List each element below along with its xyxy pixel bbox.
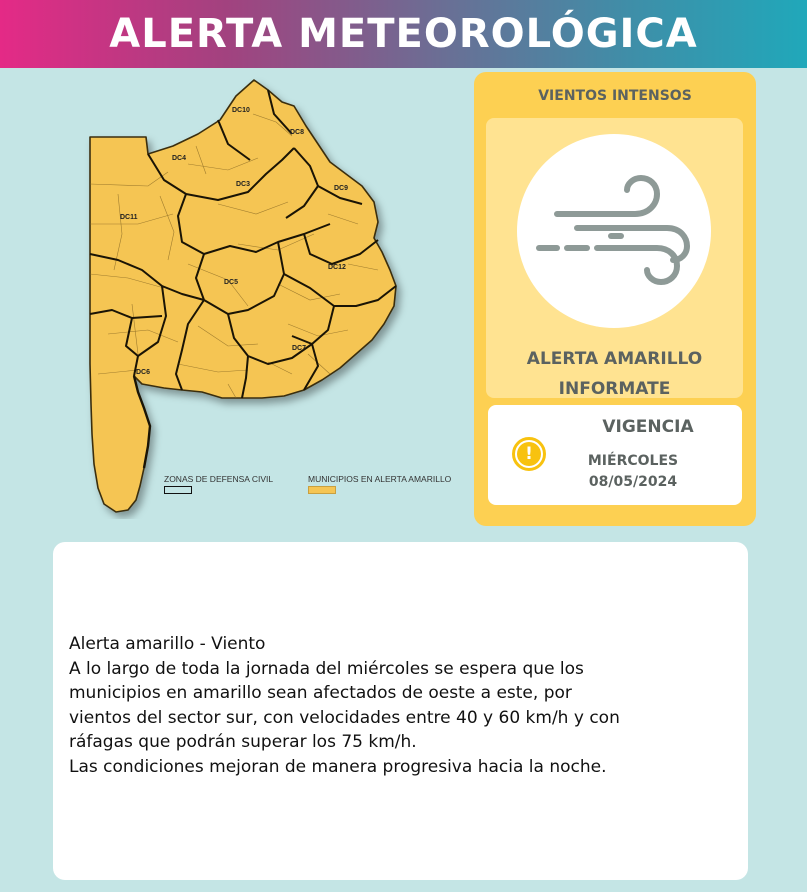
zone-label-dc10: DC10: [232, 107, 250, 114]
map-legend: [164, 474, 484, 494]
zone-label-dc6: DC6: [136, 369, 151, 376]
wind-icon: [517, 134, 711, 328]
validity-title: VIGENCIA: [602, 417, 694, 437]
alert-level-text: [486, 344, 743, 404]
zone-label-dc8: DC8: [290, 129, 305, 136]
description-line: municipios en amarillo sean afectados de oeste a este, por: [69, 683, 572, 703]
alert-description-box: [53, 542, 748, 880]
exclamation-icon: [512, 437, 546, 471]
alert-panel: [474, 72, 756, 526]
zone-label-dc9: DC9: [334, 185, 349, 192]
description-line: vientos del sector sur, con velocidades entre 40 y 60 km/h y con: [69, 707, 620, 728]
legend-yellow-swatch: [308, 486, 336, 494]
zone-label-dc12: DC12: [328, 264, 346, 271]
description-line: ráfagas que podrán superar los 75 km/h.: [69, 732, 417, 752]
zone-label-dc4: DC4: [172, 155, 187, 162]
validity-date: 08/05/2024: [588, 474, 678, 490]
alert-level-line2: INFORMATE: [558, 379, 671, 399]
zone-label-dc7: DC7: [292, 345, 307, 352]
description-line: Las condiciones mejoran de manera progresiva hacia la noche.: [69, 756, 607, 777]
alert-type-title: VIENTOS INTENSOS: [538, 88, 692, 104]
alert-description: [69, 632, 739, 779]
legend-yellow-municipalities: MUNICIPIOS EN ALERTA AMARILLO: [308, 474, 452, 484]
exclamation-icon-glyph: !: [517, 442, 541, 466]
province-map: [78, 74, 473, 519]
description-line: A lo largo de toda la jornada del miércoles se espera que los: [69, 658, 584, 679]
alert-level-line1: ALERTA AMARILLO: [526, 349, 703, 369]
validity-day: MIÉRCOLES: [587, 453, 679, 469]
zone-label-dc5: DC5: [224, 279, 239, 286]
page-title: ALERTA METEOROLÓGICA: [109, 11, 698, 57]
wind-icon-circle: [517, 134, 711, 328]
description-line: Alerta amarillo - Viento: [69, 634, 266, 654]
zone-label-dc11: DC11: [120, 214, 138, 221]
validity-box: [488, 405, 742, 505]
legend-civil-zones: ZONAS DE DEFENSA CIVIL: [164, 474, 274, 484]
province-map-svg: [78, 74, 473, 519]
alert-level-card: [486, 118, 743, 398]
province-outline: [90, 80, 396, 512]
header-banner: [0, 0, 807, 68]
legend-civil-swatch: [164, 486, 192, 494]
zone-label-dc3: DC3: [236, 181, 251, 188]
